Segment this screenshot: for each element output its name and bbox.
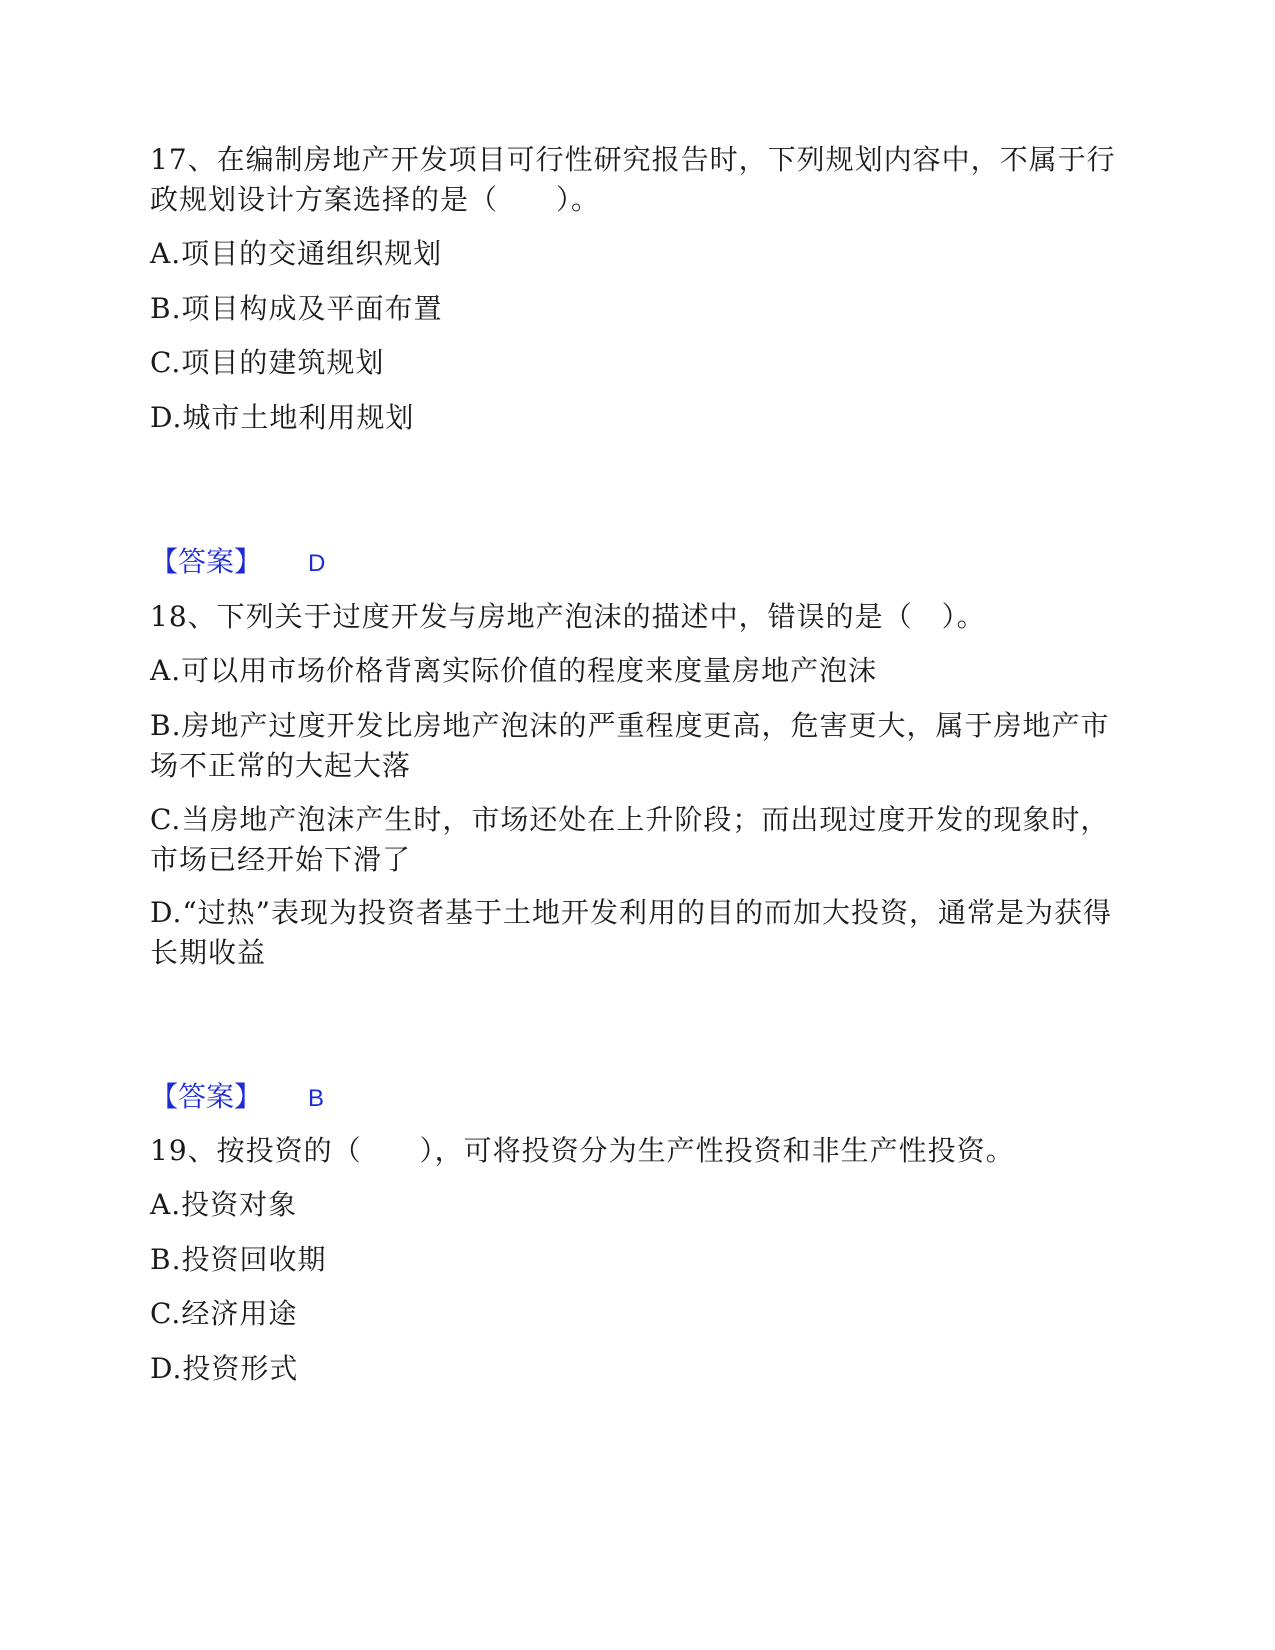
- answer-value: D: [308, 550, 326, 577]
- question-18-stem: 18、下列关于过度开发与房地产泡沫的描述中，错误的是（ ）。: [150, 600, 986, 633]
- question-18-option-c: C.当房地产泡沫产生时，市场还处在上升阶段；而出现过度开发的现象时，市场已经开始下滑了: [150, 803, 1110, 876]
- question-19-option-b: B.投资回收期: [150, 1243, 327, 1276]
- question-17-option-c: C.项目的建筑规划: [150, 346, 385, 379]
- question-17-option-a: A.项目的交通组织规划: [150, 237, 443, 270]
- question-18-option-b: B.房地产过度开发比房地产泡沫的严重程度更高，危害更大，属于房地产市场不正常的大起大落: [150, 709, 1110, 782]
- question-18-answer: [150, 1077, 324, 1119]
- question-17-option-b: B.项目构成及平面布置: [150, 292, 443, 325]
- question-18-option-a: A.可以用市场价格背离实际价值的程度来度量房地产泡沫: [150, 654, 878, 687]
- question-19-option-a: A.投资对象: [150, 1188, 298, 1221]
- question-18-option-d: D.“过热”表现为投资者基于土地开发利用的目的而加大投资，通常是为获得长期收益: [150, 896, 1112, 969]
- answer-value: B: [308, 1085, 325, 1112]
- answer-label: 【答案】: [150, 1080, 263, 1113]
- question-17-option-d: D.城市土地利用规划: [150, 401, 415, 434]
- question-19-option-d: D.投资形式: [150, 1352, 299, 1385]
- answer-label: 【答案】: [150, 545, 263, 578]
- question-19-option-c: C.经济用途: [150, 1297, 298, 1330]
- question-17-stem: 17、在编制房地产开发项目可行性研究报告时，下列规划内容中，不属于行政规划设计方案选择的是（ ）。: [150, 143, 1116, 216]
- question-19-stem: 19、按投资的（ ），可将投资分为生产性投资和非生产性投资。: [150, 1134, 1015, 1167]
- question-17-answer: [150, 542, 325, 584]
